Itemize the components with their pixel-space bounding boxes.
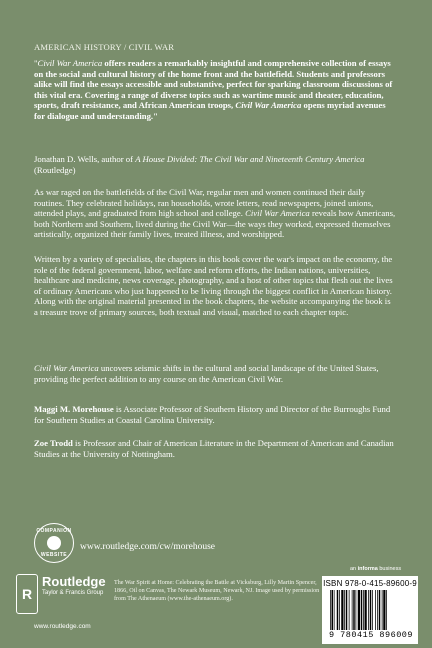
- description-paragraph-1: [34, 187, 396, 240]
- barcode-bar: [363, 590, 364, 630]
- category-label: AMERICAN HISTORY / CIVIL WAR: [34, 42, 175, 52]
- barcode-bar: [379, 590, 381, 630]
- author-bio-morehouse: [34, 404, 396, 425]
- paragraph3-book-title: Civil War America: [34, 363, 99, 373]
- informa-prefix: an: [350, 566, 358, 572]
- publisher-group: Taylor & Francis Group: [42, 590, 104, 596]
- barcode-bar: [339, 590, 340, 630]
- barcode-bars: [330, 590, 412, 630]
- barcode-bar: [386, 590, 387, 630]
- barcode-bar: [330, 590, 331, 630]
- informa-brand: informa: [357, 566, 378, 572]
- cursor-icon: [47, 536, 61, 550]
- companion-website-logo: [34, 523, 74, 563]
- publisher-url[interactable]: www.routledge.com: [34, 623, 91, 630]
- barcode-bar: [368, 590, 369, 630]
- informa-badge: [350, 566, 401, 572]
- barcode-bar: [332, 590, 334, 630]
- author2-bio: is Professor and Chair of American Literature in the Department of American and Canadian Studies at the University of Nottingham.: [34, 438, 394, 459]
- publisher-block: [16, 574, 106, 614]
- author1-name: Maggi M. Morehouse: [34, 404, 114, 414]
- routledge-logo-icon: R: [16, 574, 38, 614]
- quote-book-title: Civil War America: [37, 58, 103, 68]
- barcode-bar: [334, 590, 335, 630]
- review-quote: [34, 58, 396, 122]
- paragraph1-text-b: reveals how Americans, both Northern and Southern, lived during the Civil War—the ways they worked, expressed themselves artistically, organized their family lives, treated illness, and worshipped.: [34, 208, 396, 240]
- attribution-book: A House Divided: The Civil War and Nineteenth Century America: [135, 154, 365, 164]
- publisher-name: Routledge: [42, 574, 106, 589]
- barcode-bar: [358, 590, 360, 630]
- barcode-bar: [349, 590, 350, 630]
- barcode-bar: [370, 590, 372, 630]
- cover-image-credit: The War Spirit at Home: Celebrating the Battle at Vicksburg, Lilly Martin Spencer, 1866, Oil on Canvas, The Newark Museum, Newark, NJ. Image used by permission from The Athenaeum (www.the-athenaeum.org).: [114, 580, 320, 602]
- companion-logo-bottom-text: WEBSITE: [40, 552, 68, 558]
- quote-text-part2: opens myriad avenues for dialogue and understanding.": [34, 100, 386, 121]
- attribution-name: Jonathan D. Wells, author of: [34, 154, 136, 164]
- barcode-bar: [377, 590, 378, 630]
- barcode-digits: 9 780415 896009: [328, 630, 413, 640]
- barcode-bar: [346, 590, 348, 630]
- companion-logo-top-text: COMPANION: [36, 528, 72, 534]
- paragraph1-text-a: As war raged on the battlefields of the Civil War, regular men and women continued their daily routines. They celebrated holidays, ran households, wrote letters, read newspapers, joined unions, attended plays, and graduated from high school and college.: [34, 187, 374, 219]
- quote-text-part1: offers readers a remarkably insightful and comprehensive collection of essays on the social and cultural history of the home front and the battlefield. Students and professors alike will find the essays accessible and substantive, perfect for sparking classroom discussions of this vital era. Covering a range of diverse topics such as wartime music and theater, education, sports, draft resistance, and African American troops,: [34, 58, 393, 111]
- barcode-bar: [372, 590, 373, 630]
- paragraph3-text: uncovers seismic shifts in the cultural and social landscape of the United States, providing the perfect addition to any course on the American Civil War.: [34, 363, 379, 384]
- barcode-bar: [361, 590, 363, 630]
- author2-name: Zoe Trodd: [34, 438, 73, 448]
- description-paragraph-3: [34, 363, 396, 384]
- isbn-label: ISBN 978-0-415-89600-9: [323, 579, 417, 588]
- open-quote-mark: ": [34, 58, 38, 68]
- author1-bio: is Associate Professor of Southern History and Director of the Burroughs Fund for Southern Studies at Coastal Carolina University.: [34, 404, 391, 425]
- barcode-bar: [383, 590, 385, 630]
- description-paragraph-2: Written by a variety of specialists, the chapters in this book cover the war's impact on the economy, the role of the federal government, labor, welfare and reform efforts, the Indian nations, universities, healthcare and medicine, news coverage, photography, and a host of other topics that flesh out the lives of ordinary Americans who just happened to be living through the biggest conflict in American history. Along with the original material presented in the book chapters, the website accompanying the book is a treasure trove of primary sources, both textual and visual, matched to each chapter topic.: [34, 254, 393, 317]
- barcode-bar: [356, 590, 357, 630]
- paragraph1-book-title: Civil War America: [245, 208, 310, 219]
- companion-website: [34, 523, 215, 563]
- isbn-barcode: [322, 576, 418, 644]
- barcode-bar: [337, 590, 339, 630]
- quote-attribution: [34, 154, 396, 175]
- barcode-bar: [341, 590, 343, 630]
- barcode-bar: [353, 590, 355, 630]
- barcode-bar: [352, 590, 353, 630]
- informa-suffix: business: [377, 566, 402, 572]
- barcode-bar: [344, 590, 345, 630]
- quote-book-title-2: Civil War America: [235, 100, 302, 111]
- barcode-bar: [365, 590, 367, 630]
- companion-website-url[interactable]: www.routledge.com/cw/morehouse: [80, 542, 215, 552]
- attribution-publisher: (Routledge): [34, 164, 76, 175]
- author-bio-trodd: [34, 438, 396, 459]
- barcode-bar: [382, 590, 383, 630]
- barcode-bar: [375, 590, 376, 630]
